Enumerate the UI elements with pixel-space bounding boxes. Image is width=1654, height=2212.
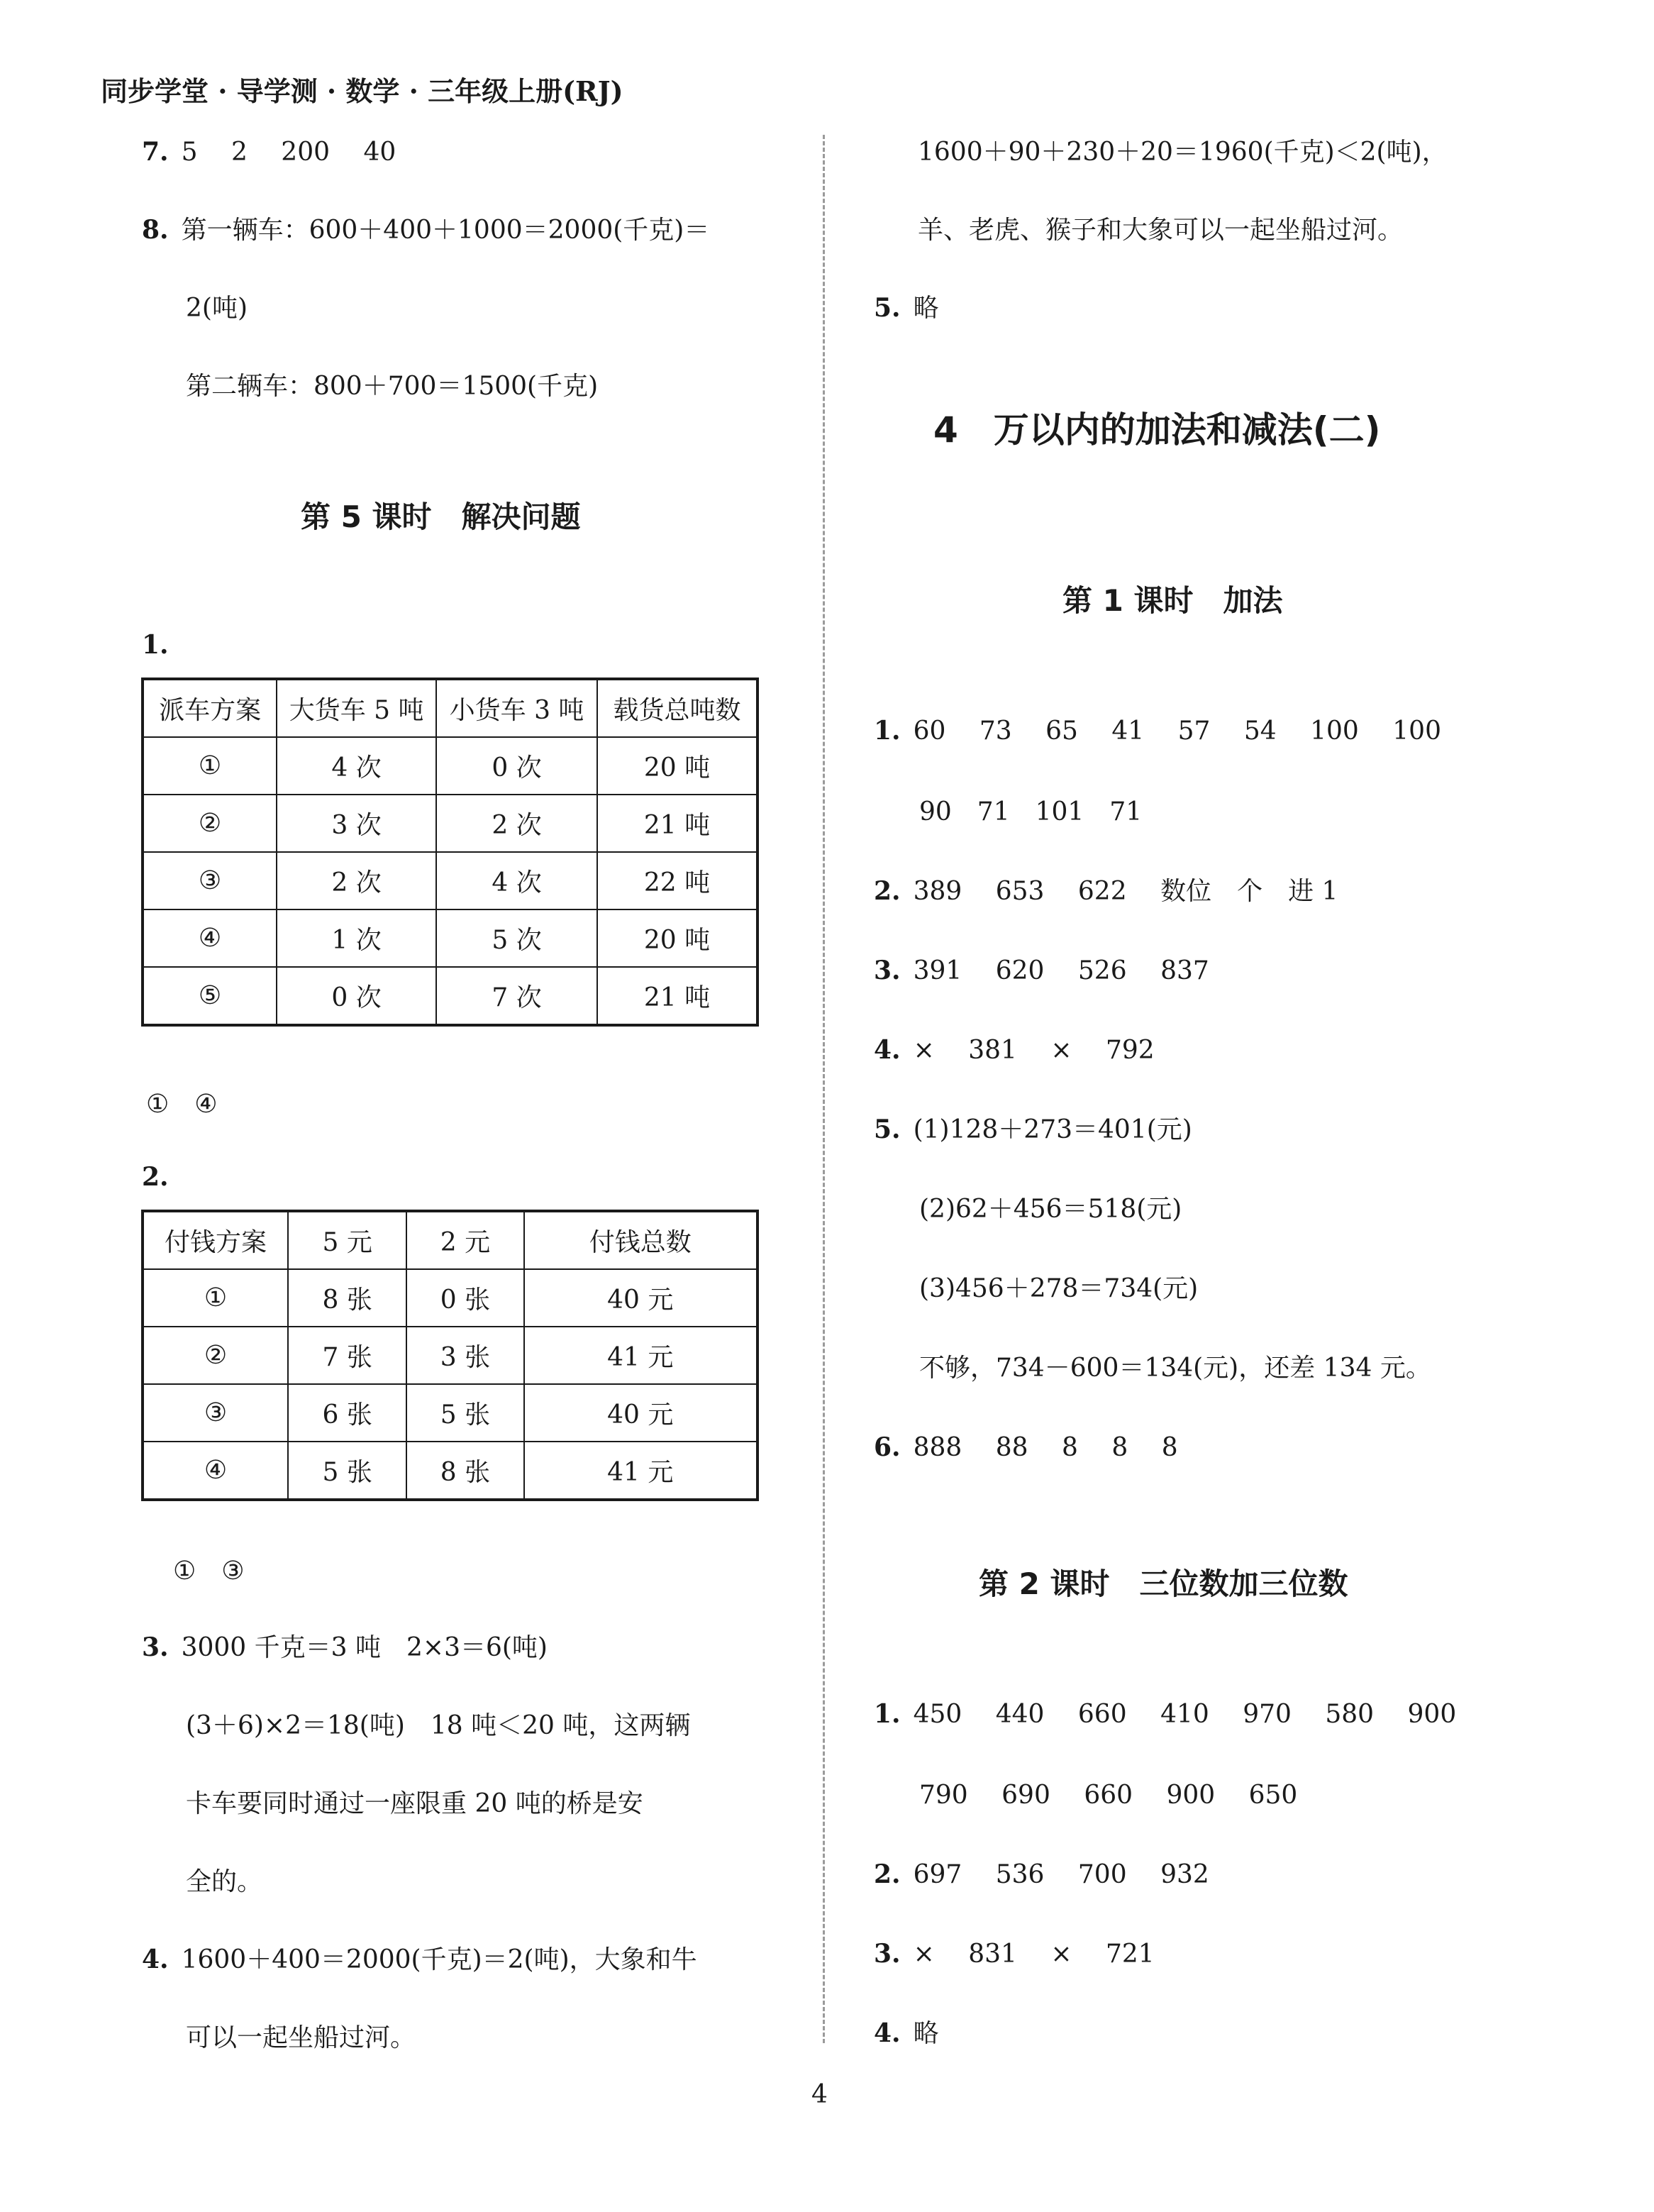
question-number: 7. — [142, 137, 169, 167]
truck-plan-table — [141, 678, 759, 1027]
table-cell: 4 次 — [277, 737, 436, 795]
table-cell: 1 次 — [277, 909, 436, 967]
l1-answer-5-line2: (2)62＋456＝518(元) — [919, 1195, 1182, 1224]
table-row — [143, 1269, 757, 1327]
problem-4-cont-line1: 1600＋90＋230＋20＝1960(千克)＜2(吨)， — [918, 138, 1448, 167]
payment-plan-table — [141, 1210, 759, 1501]
table-header-cell: 付钱总数 — [524, 1211, 757, 1269]
table-cell: ② — [143, 795, 277, 852]
question-number: 3. — [142, 1632, 169, 1662]
question-number: 6. — [874, 1432, 901, 1462]
table-header-row — [143, 1211, 757, 1269]
table-cell: ① — [143, 737, 277, 795]
l1-answer-5-line4: 不够，734－600＝134(元)，还差 134 元。 — [919, 1354, 1431, 1383]
answer-8-line1 — [142, 210, 709, 246]
page-number: 4 — [811, 2080, 828, 2109]
table-cell: 40 元 — [524, 1269, 757, 1327]
answer-text: 5 2 200 40 — [181, 138, 396, 167]
table-row — [143, 967, 757, 1025]
lesson-2-title: 第 2 课时 三位数加三位数 — [979, 1566, 1348, 1601]
answer-text: 第一辆车：600＋400＋1000＝2000(千克)＝ — [181, 216, 710, 245]
table-cell: 22 吨 — [597, 852, 757, 909]
problem-1-number: 1. — [142, 630, 169, 660]
table-cell: 2 次 — [436, 795, 597, 852]
table-cell: 41 元 — [524, 1327, 757, 1384]
l2-answer-3 — [874, 1934, 1155, 1970]
question-number: 1. — [874, 1699, 901, 1729]
answer-text: 略 — [913, 2019, 939, 2048]
table-header-cell: 大货车 5 吨 — [277, 679, 436, 737]
answer-text: 888 88 8 8 8 — [913, 1433, 1178, 1462]
table-header-cell: 派车方案 — [143, 679, 277, 737]
question-number: 2. — [874, 1859, 901, 1889]
table-cell: 5 张 — [406, 1384, 523, 1442]
table-row — [143, 1442, 757, 1500]
table-header-cell: 5 元 — [288, 1211, 406, 1269]
lesson-1-title: 第 1 课时 加法 — [1062, 583, 1283, 618]
table-cell: ③ — [143, 1384, 288, 1442]
table-cell: 21 吨 — [597, 967, 757, 1025]
problem-4-cont-line2: 羊、老虎、猴子和大象可以一起坐船过河。 — [918, 216, 1404, 245]
answer-text: 389 653 622 数位 个 进 1 — [913, 877, 1338, 906]
table-cell: ② — [143, 1327, 288, 1384]
table-cell: 20 吨 — [597, 737, 757, 795]
problem-4-line1 — [142, 1940, 697, 1976]
answer-text: 1600＋400＝2000(千克)＝2(吨)，大象和牛 — [181, 1945, 697, 1974]
problem-3-line1 — [142, 1627, 548, 1664]
page-header: 同步学堂 · 导学测 · 数学 · 三年级上册(RJ) — [101, 75, 623, 107]
answer-text: 3000 千克＝3 吨 2×3＝6(吨) — [181, 1633, 548, 1662]
table-cell: ④ — [143, 1442, 288, 1500]
l1-answer-5-line1 — [874, 1110, 1192, 1146]
question-number: 2. — [874, 876, 901, 906]
table-header-row — [143, 679, 757, 737]
question-number: 3. — [874, 1939, 901, 1969]
question-number: 5. — [874, 293, 901, 323]
table-cell: 0 次 — [436, 737, 597, 795]
table-cell: 2 次 — [277, 852, 436, 909]
table-row — [143, 1327, 757, 1384]
table-cell: ⑤ — [143, 967, 277, 1025]
answer-text: 391 620 526 837 — [913, 956, 1209, 985]
table-cell: 7 张 — [288, 1327, 406, 1384]
table-cell: 41 元 — [524, 1442, 757, 1500]
table-cell: ③ — [143, 852, 277, 909]
table-cell: 0 张 — [406, 1269, 523, 1327]
problem-2-answer: ① ③ — [173, 1556, 245, 1586]
problem-3-line3: 卡车要同时通过一座限重 20 吨的桥是安 — [186, 1789, 643, 1818]
answer-8-line2: 2(吨) — [186, 294, 248, 323]
table-cell: 4 次 — [436, 852, 597, 909]
table-cell: 21 吨 — [597, 795, 757, 852]
answer-text: 697 536 700 932 — [913, 1860, 1209, 1889]
answer-7 — [142, 132, 396, 168]
l1-answer-1-line1 — [874, 711, 1441, 747]
column-divider — [823, 135, 825, 2043]
table-cell: 3 次 — [277, 795, 436, 852]
l1-answer-6 — [874, 1427, 1178, 1464]
l1-answer-5-line3: (3)456＋278＝734(元) — [919, 1274, 1199, 1303]
table-cell: 3 张 — [406, 1327, 523, 1384]
answer-text: 略 — [913, 294, 939, 323]
answer-text: × 831 × 721 — [913, 1940, 1155, 1969]
table-header-cell: 小货车 3 吨 — [436, 679, 597, 737]
table-header-cell: 2 元 — [406, 1211, 523, 1269]
answer-text: (1)128＋273＝401(元) — [913, 1115, 1192, 1144]
table-cell: ① — [143, 1269, 288, 1327]
question-number: 3. — [874, 956, 901, 985]
table-row — [143, 909, 757, 967]
answer-text: × 381 × 792 — [913, 1036, 1155, 1065]
problem-2-number: 2. — [142, 1162, 169, 1192]
table-header-cell: 载货总吨数 — [597, 679, 757, 737]
table-cell: 20 吨 — [597, 909, 757, 967]
table-cell: 40 元 — [524, 1384, 757, 1442]
table-cell: 0 次 — [277, 967, 436, 1025]
question-number: 8. — [142, 215, 169, 245]
l1-answer-4 — [874, 1030, 1155, 1066]
table-cell: 6 张 — [288, 1384, 406, 1442]
unit-4-title: 4 万以内的加法和减法(二) — [933, 409, 1381, 450]
lesson-5-title: 第 5 课时 解决问题 — [301, 499, 581, 534]
l2-answer-1-line2: 790 690 660 900 650 — [919, 1781, 1298, 1810]
table-row — [143, 852, 757, 909]
answer-text: 450 440 660 410 970 580 900 — [913, 1700, 1457, 1729]
answer-5 — [874, 288, 939, 324]
table-row — [143, 795, 757, 852]
problem-3-line2: (3＋6)×2＝18(吨) 18 吨＜20 吨，这两辆 — [186, 1711, 691, 1740]
l2-answer-2 — [874, 1854, 1209, 1891]
answer-8-line3: 第二辆车：800＋700＝1500(千克) — [186, 372, 599, 401]
question-number: 4. — [874, 2018, 901, 2048]
l2-answer-1-line1 — [874, 1694, 1456, 1730]
table-cell: 7 次 — [436, 967, 597, 1025]
question-number: 1. — [874, 716, 901, 746]
answer-text: 60 73 65 41 57 54 100 100 — [913, 717, 1441, 746]
problem-3-line4: 全的。 — [186, 1867, 263, 1896]
table-cell: 5 次 — [436, 909, 597, 967]
l1-answer-3 — [874, 951, 1209, 987]
question-number: 5. — [874, 1115, 901, 1144]
table-header-cell: 付钱方案 — [143, 1211, 288, 1269]
table-cell: ④ — [143, 909, 277, 967]
problem-4-line2: 可以一起坐船过河。 — [186, 2023, 416, 2052]
question-number: 4. — [142, 1945, 169, 1974]
l1-answer-2 — [874, 871, 1338, 907]
problem-1-answer: ① ④ — [146, 1090, 218, 1119]
l2-answer-4 — [874, 2013, 939, 2050]
l1-answer-1-line2: 90 71 101 71 — [919, 797, 1143, 826]
question-number: 4. — [874, 1035, 901, 1065]
table-row — [143, 1384, 757, 1442]
table-cell: 8 张 — [288, 1269, 406, 1327]
table-row — [143, 737, 757, 795]
table-cell: 5 张 — [288, 1442, 406, 1500]
table-cell: 8 张 — [406, 1442, 523, 1500]
